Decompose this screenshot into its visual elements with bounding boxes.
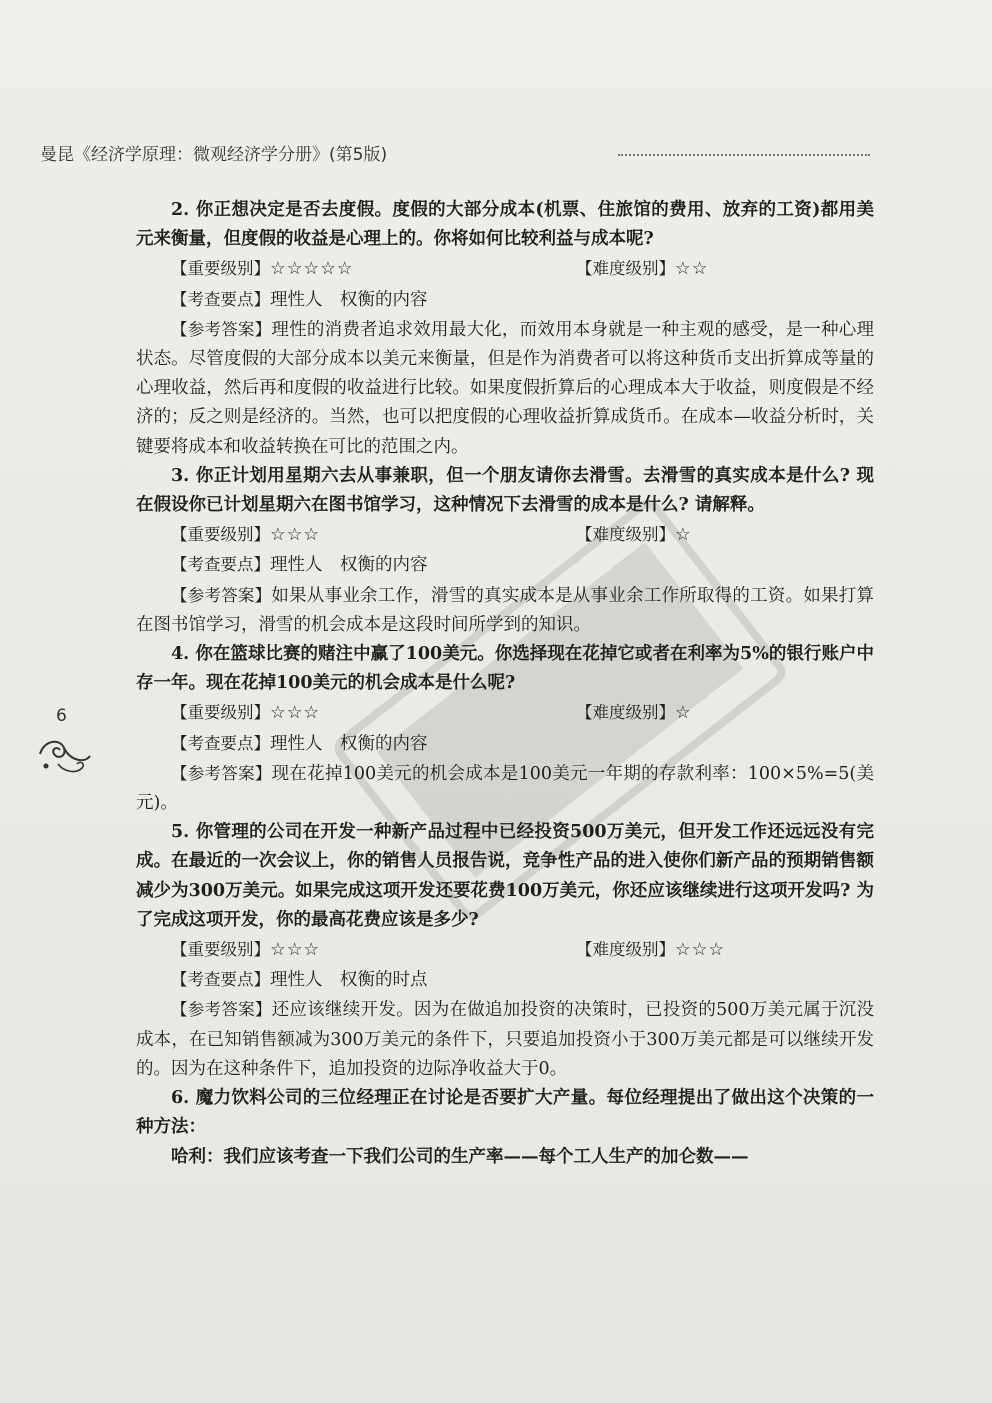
answer-label: 【参考答案】 [171,585,272,605]
importance-label: 【重要级别】 [171,940,270,960]
question-6: 6. 魔力饮料公司的三位经理正在讨论是否要扩大产量。每位经理提出了做出这个决策的一种方法： [136,1088,874,1138]
question-3-levels [136,520,874,550]
page-number: 6 [56,706,67,726]
importance-stars: ☆☆☆☆☆ [270,259,354,280]
page-content [136,196,874,1172]
key-points-label: 【考查要点】 [171,289,270,309]
key-points-label: 【考查要点】 [171,555,270,575]
importance-label: 【重要级别】 [171,259,270,279]
question-5-levels [136,935,874,965]
swirl-ornament-icon [34,720,94,780]
answer-text: 如果从事业余工作，滑雪的真实成本是从事业余工作所取得的工资。如果打算在图书馆学习，滑雪的机会成本是这段时间所学到的知识。 [136,585,875,635]
running-header [40,140,870,164]
difficulty-label: 【难度级别】 [576,703,675,723]
question-6-harry: 哈利：我们应该考查一下我们公司的生产率——每个工人生产的加仑数—— [171,1146,749,1167]
question-4-levels [136,698,874,728]
question-4-key-points [136,729,874,759]
question-5: 5. 你管理的公司在开发一种新产品过程中已经投资500万美元，但开发工作还远远没有完成。在最近的一次会议上，你的销售人员报告说，竞争性产品的进入使你们新产品的预期销售额减少为300万美元。如果完成这项开发还要花费100万美元，你还应该继续进行这项开发吗? 为了完成这项开发，你的最高花费应该是多少? [136,822,874,930]
question-4: 4. 你在篮球比赛的赌注中赢了100美元。你选择现在花掉它或者在利率为5%的银行账户中存一年。现在花掉100美元的机会成本是什么呢? [136,644,874,694]
answer-text: 现在花掉100美元的机会成本是100美元一年期的存款利率：100×5%=5(美元)。 [136,763,874,814]
importance-label: 【重要级别】 [171,703,270,723]
difficulty-label: 【难度级别】 [576,525,675,545]
question-3-key-points [136,550,874,580]
key-points-text: 理性人 权衡的内容 [270,555,428,576]
answer-label: 【参考答案】 [171,1000,272,1020]
difficulty-stars: ☆☆ [675,259,709,280]
difficulty-stars: ☆ [675,525,692,546]
importance-stars: ☆☆☆ [270,940,321,961]
question-5-key-points [136,965,874,995]
question-3-answer [136,581,874,640]
key-points-text: 理性人 权衡的内容 [270,733,428,754]
question-3: 3. 你正计划用星期六去从事兼职，但一个朋友请你去滑雪。去滑雪的真实成本是什么? 现在假设你已计划星期六在图书馆学习，这种情况下去滑雪的成本是什么? 请解释。 [136,465,874,516]
answer-label: 【参考答案】 [171,763,272,783]
importance-stars: ☆☆☆ [270,525,321,546]
difficulty-label: 【难度级别】 [576,259,675,279]
answer-text: 还应该继续开发。因为在做追加投资的决策时，已投资的500万美元属于沉没成本，在已知销售额减为300万美元的条件下，只要追加投资小于300万美元都是可以继续开发的。因为在这种条件下，追加投资的边际净收益大于0。 [136,1000,875,1079]
header-dotted-rule [618,154,870,156]
question-5-answer [136,995,874,1084]
difficulty-stars: ☆☆☆ [675,940,726,961]
question-2-answer [136,315,874,462]
question-2-levels [136,254,874,284]
difficulty-stars: ☆ [675,703,692,724]
question-2-key-points [136,285,874,315]
answer-label: 【参考答案】 [171,319,272,339]
question-4-answer [136,759,874,818]
key-points-label: 【考查要点】 [171,733,270,753]
key-points-text: 理性人 权衡的时点 [270,970,428,991]
key-points-text: 理性人 权衡的内容 [270,289,428,310]
importance-stars: ☆☆☆ [270,703,321,724]
answer-text: 理性的消费者追求效用最大化，而效用本身就是一种主观的感受，是一种心理状态。尽管度假的大部分成本以美元来衡量，但是作为消费者可以将这种货币支出折算成等量的心理收益，然后再和度假的收益进行比较。如果度假折算后的心理成本大于收益，则度假是不经济的；反之则是经济的。当然，也可以把度假的心理收益折算成货币。在成本—收益分析时，关键要将成本和收益转换在可比的范围之内。 [136,319,875,457]
difficulty-label: 【难度级别】 [576,940,675,960]
key-points-label: 【考查要点】 [171,970,270,990]
book-title: 曼昆《经济学原理：微观经济学分册》(第5版) [40,145,388,165]
importance-label: 【重要级别】 [171,525,270,545]
question-2: 2. 你正想决定是否去度假。度假的大部分成本(机票、住旅馆的费用、放弃的工资)都用美元来衡量，但度假的收益是心理上的。你将如何比较利益与成本呢? [136,200,874,250]
